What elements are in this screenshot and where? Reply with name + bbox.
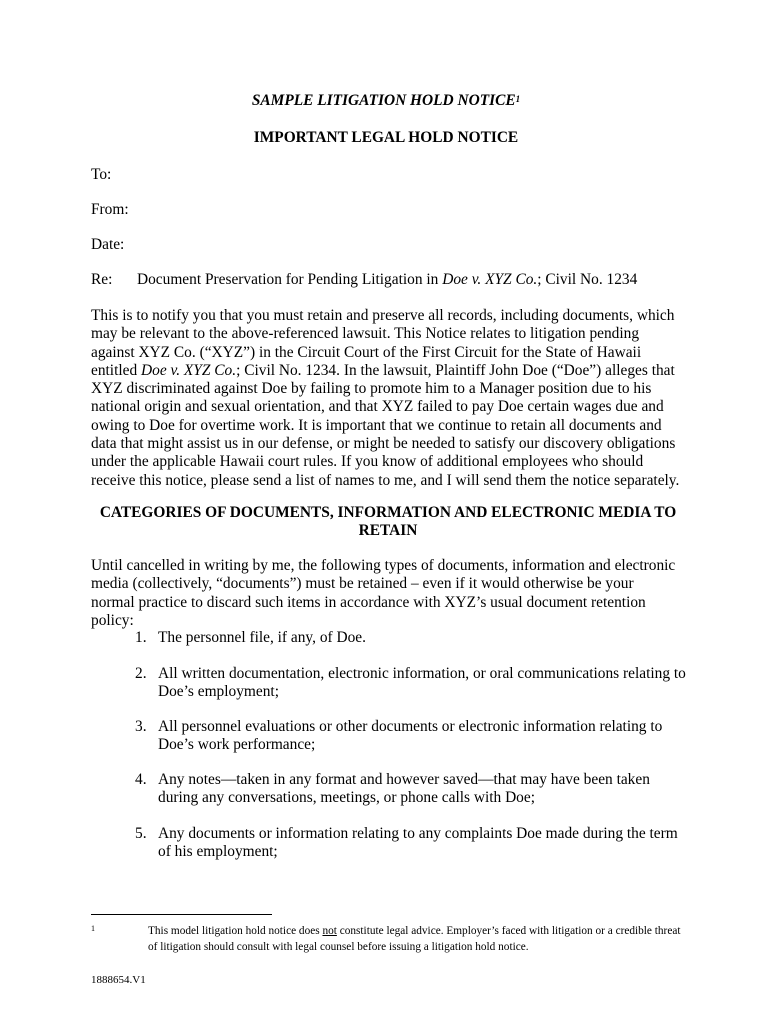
list-item-number: 3. [135, 718, 147, 735]
document-title [91, 92, 681, 110]
footnote [91, 924, 691, 955]
re-subject [137, 271, 637, 289]
intro-text-part1: This is to notify you that you must retain and preserve all records, including documents, which may be relevant to the above-referenced lawsuit. This Notice relates to litigation pending against XYZ Co. (“XYZ”) in the Circuit Court of the First Circuit for the State of Hawaii entitled [91, 307, 675, 379]
to-label: To: [91, 166, 112, 183]
list-item-text: Any notes—taken in any format and however saved—that may have been taken during any conversations, meetings, or phone calls with Doe; [158, 771, 650, 807]
re-subject-suffix: ; Civil No. 1234 [537, 271, 638, 288]
section-intro-paragraph: Until cancelled in writing by me, the following types of documents, information and electronic media (collectively, “documents”) must be retained – even if it would otherwise be your normal practice to discard such items in accordance with XYZ’s usual document retention policy: [91, 557, 676, 629]
list-item-number: 4. [135, 771, 147, 788]
list-item-number: 5. [135, 825, 147, 842]
document-id: 1888654.V1 [91, 974, 146, 986]
document-subtitle: IMPORTANT LEGAL HOLD NOTICE [253, 129, 519, 146]
footnote-mark: 1 [91, 924, 95, 933]
intro-case-name: Doe v. XYZ Co. [141, 361, 237, 379]
intro-text-part2: ; Civil No. 1234. In the lawsuit, Plaintiff John Doe (“Doe”) alleges that XYZ discriminated against Doe by failing to promote him to a Manager position due to his national origin and sexual orientation, and that XYZ failed to pay Doe certain wages due and owing to Doe for overtime work. It is important that we continue to retain all documents and data that might assist us in our defense, or might be needed to satisfy our discovery obligations under the applicable Hawaii court rules. If you know of additional employees who should receive this notice, please send a list of names to me, and I will send them the notice separately. [91, 361, 680, 489]
date-label: Date: [91, 236, 125, 253]
section-heading-line2: RETAIN [358, 522, 418, 540]
list-item-number: 2. [135, 665, 147, 682]
list-item-text: Any documents or information relating to any complaints Doe made during the term of his employment; [158, 825, 678, 861]
intro-paragraph [91, 307, 681, 490]
section-heading [88, 504, 688, 541]
list-item-text: All written documentation, electronic information, or oral communications relating to Doe’s employment; [158, 665, 686, 701]
footnote-emphasis: not [322, 925, 337, 937]
footnote-reference[interactable]: 1 [515, 94, 521, 104]
document-title-text: SAMPLE LITIGATION HOLD NOTICE [251, 92, 516, 109]
footnote-text [91, 924, 691, 955]
re-label: Re: [91, 271, 113, 288]
footnote-text-before: This model litigation hold notice does [148, 925, 323, 937]
list-item-number: 1. [135, 629, 147, 646]
footnote-separator [91, 914, 272, 915]
section-heading-line1: CATEGORIES OF DOCUMENTS, INFORMATION AND ELECTRONIC MEDIA TO [99, 504, 677, 521]
re-case-name: Doe v. XYZ Co. [442, 271, 538, 288]
footnote-text-after: constitute legal advice. Employer’s faced with litigation or a credible threat of litigation should consult with legal counsel before issuing a litigation hold notice. [148, 925, 681, 953]
from-label: From: [91, 201, 129, 218]
list-item-text: The personnel file, if any, of Doe. [158, 629, 366, 646]
re-subject-prefix: Document Preservation for Pending Litigation in [137, 271, 443, 288]
list-item-text: All personnel evaluations or other documents or electronic information relating to Doe’s work performance; [158, 718, 663, 754]
